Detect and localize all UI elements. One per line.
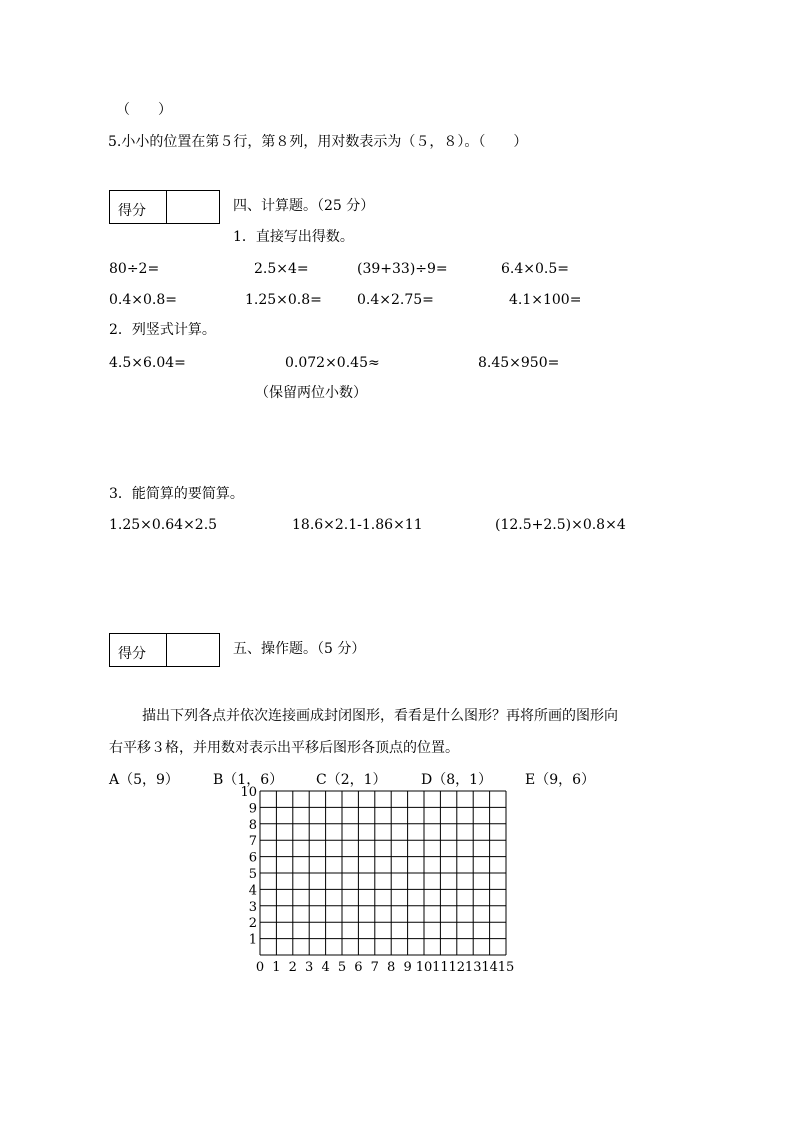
- x-axis-label: 4: [321, 960, 330, 975]
- instruction-line-2: 右平移３格，并用数对表示出平移后图形各顶点的位置。: [109, 740, 459, 756]
- y-axis-label: 2: [248, 916, 257, 932]
- section-5-title: 五、操作题。（5 分）: [233, 641, 366, 657]
- y-axis-label: 5: [248, 867, 257, 882]
- point-label: C（2，1）: [316, 772, 387, 788]
- x-axis-label: 8: [387, 960, 396, 975]
- y-axis-label: 3: [248, 899, 257, 915]
- y-axis-label: 4: [248, 883, 257, 899]
- x-axis-label: 15: [497, 960, 515, 975]
- calc-item: 0.4×0.8=: [109, 292, 177, 308]
- score-divider: [166, 634, 167, 666]
- y-axis-label: 10: [240, 785, 257, 800]
- calc-item: 4.1×100=: [509, 292, 582, 308]
- calc-item: (39+33)÷9=: [357, 261, 448, 277]
- answer-paren: （ ）: [116, 102, 172, 118]
- x-axis-label: 7: [370, 960, 379, 975]
- x-axis-label: 6: [354, 960, 363, 975]
- calc-item: 6.4×0.5=: [501, 261, 569, 277]
- score-divider: [166, 191, 167, 223]
- instruction-line-1: 描出下列各点并依次连接画成封闭图形，看看是什么图形？再将所画的图形向: [142, 708, 618, 724]
- x-axis-label: 5: [337, 960, 347, 975]
- simplify-item: 18.6×2.1-1.86×11: [292, 517, 423, 533]
- point-label: B（1，6）: [213, 772, 284, 788]
- sub-question-1: 1．直接写出得数。: [233, 229, 354, 245]
- y-axis-label: 9: [248, 801, 257, 817]
- x-axis-label: 1: [272, 960, 281, 975]
- simplify-item: (12.5+2.5)×0.8×4: [495, 517, 626, 533]
- score-label: 得分: [118, 203, 146, 219]
- calc-item: 2.5×4=: [254, 261, 309, 277]
- simplify-item: 1.25×0.64×2.5: [109, 517, 218, 533]
- vertical-calc-item: 4.5×6.04=: [109, 355, 186, 371]
- score-box-section-5: [109, 633, 220, 667]
- y-axis-label: 1: [248, 932, 257, 948]
- sub-question-3: 3．能简算的要简算。: [109, 486, 244, 502]
- y-axis-label: 7: [248, 834, 257, 850]
- y-axis-label: 6: [248, 850, 257, 866]
- point-label: D（8，1）: [421, 772, 493, 788]
- x-axis-label: 13: [464, 960, 482, 975]
- x-axis-label: 0: [255, 960, 265, 975]
- score-box-section-4: [109, 190, 220, 224]
- vertical-calc-item: 0.072×0.45≈: [285, 355, 380, 371]
- x-axis-label: 3: [305, 960, 314, 975]
- point-label: A（5，9）: [109, 772, 179, 788]
- sub-question-2: 2．列竖式计算。: [109, 322, 216, 338]
- vertical-calc-item: 8.45×950=: [478, 355, 560, 371]
- x-axis-label: 12: [448, 960, 466, 975]
- x-axis-label: 11: [432, 960, 449, 975]
- x-axis-label: 14: [481, 960, 498, 975]
- score-label: 得分: [118, 646, 146, 662]
- calc-item: 1.25×0.8=: [245, 292, 322, 308]
- calc-item: 0.4×2.75=: [357, 292, 434, 308]
- x-axis-label: 9: [403, 960, 412, 975]
- section-4-title: 四、计算题。（25 分）: [233, 198, 375, 214]
- coordinate-grid[interactable]: [238, 783, 528, 978]
- point-label: E（9，6）: [525, 772, 596, 788]
- rounding-note: （保留两位小数）: [255, 385, 367, 401]
- question-5: 5.小小的位置在第５行，第８列，用对数表示为（５，８）。（ ）: [108, 134, 528, 150]
- x-axis-label: 10: [415, 960, 433, 975]
- calc-item: 80÷2=: [109, 261, 160, 277]
- y-axis-label: 8: [248, 817, 257, 833]
- x-axis-label: 2: [288, 960, 297, 975]
